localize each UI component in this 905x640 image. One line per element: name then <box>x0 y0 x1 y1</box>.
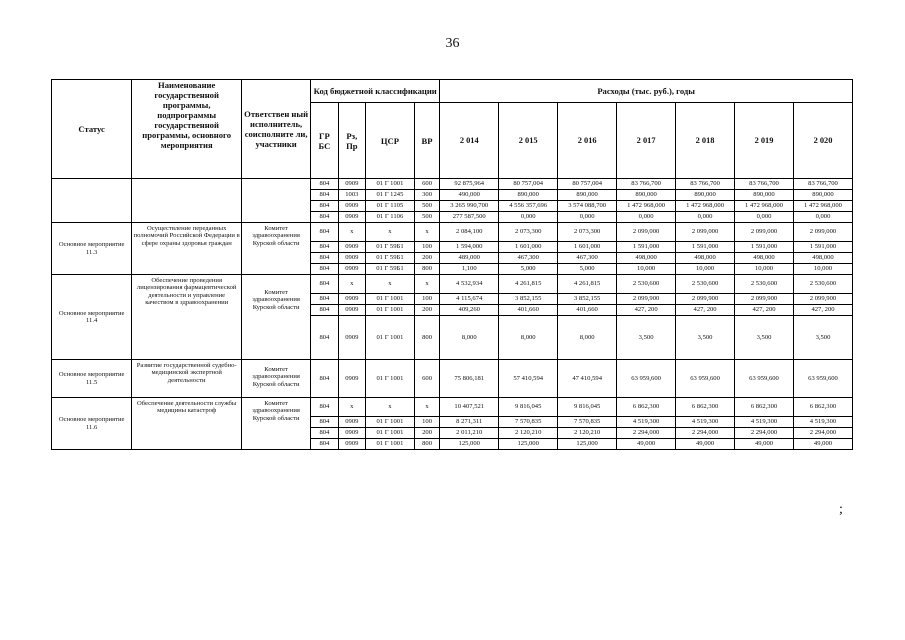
cell-grbs: 804 <box>311 242 338 253</box>
cell-value: 1 472 968,000 <box>676 201 735 212</box>
cell-csr: 01 Г 1001 <box>366 417 415 428</box>
cell-value: 49,000 <box>676 439 735 450</box>
cell-value: 2 099,900 <box>793 294 852 305</box>
cell-value: 2 099,000 <box>676 223 735 242</box>
cell-grbs: 804 <box>311 190 338 201</box>
cell-grbs: 804 <box>311 253 338 264</box>
cell-value: 0,000 <box>558 212 617 223</box>
cell-value: 63 959,600 <box>676 360 735 398</box>
cell-value: 1 472 968,000 <box>793 201 852 212</box>
cell-value: 489,000 <box>440 253 499 264</box>
cell-value: 2 099,900 <box>617 294 676 305</box>
cell-value: 498,000 <box>676 253 735 264</box>
cell-value: 4 519,300 <box>617 417 676 428</box>
cell-csr: 01 Г 59Б1 <box>366 242 415 253</box>
cell-vr: 800 <box>414 316 439 360</box>
cell-value: 277 587,500 <box>440 212 499 223</box>
cell-csr: 01 Г 1106 <box>366 212 415 223</box>
cell-csr: 01 Г 1001 <box>366 179 415 190</box>
cell-value: 3,500 <box>793 316 852 360</box>
cell-rzpr: 0909 <box>338 439 365 450</box>
cell-value: 49,000 <box>793 439 852 450</box>
table-row <box>52 398 853 417</box>
cell-value: 2 084,100 <box>440 223 499 242</box>
cell-rzpr: 0909 <box>338 305 365 316</box>
cell-vr: x <box>414 275 439 294</box>
cell-value: 890,000 <box>617 190 676 201</box>
responsible-cell: Комитет здравоохранения Курской области <box>242 275 311 360</box>
cell-rzpr: x <box>338 223 365 242</box>
cell-rzpr: 0909 <box>338 360 365 398</box>
cell-grbs: 804 <box>311 398 338 417</box>
cell-value: 890,000 <box>558 190 617 201</box>
cell-value: 498,000 <box>735 253 794 264</box>
cell-csr: 01 Г 1245 <box>366 190 415 201</box>
responsible-cell: Комитет здравоохранения Курской области <box>242 223 311 275</box>
cell-value: 1,100 <box>440 264 499 275</box>
cell-grbs: 804 <box>311 212 338 223</box>
cell-value: 2 120,210 <box>558 428 617 439</box>
cell-value: 2 294,000 <box>793 428 852 439</box>
header-year: 2 017 <box>617 103 676 179</box>
cell-value: 5,000 <box>558 264 617 275</box>
cell-rzpr: 0909 <box>338 201 365 212</box>
cell-value: 0,000 <box>676 212 735 223</box>
cell-value: 83 766,700 <box>676 179 735 190</box>
cell-value: 7 570,835 <box>558 417 617 428</box>
cell-value: 83 766,700 <box>793 179 852 190</box>
cell-csr: x <box>366 398 415 417</box>
cell-value: 49,000 <box>617 439 676 450</box>
cell-value: 4 115,674 <box>440 294 499 305</box>
cell-value: 83 766,700 <box>617 179 676 190</box>
cell-value: 467,300 <box>499 253 558 264</box>
cell-value: 1 591,000 <box>793 242 852 253</box>
cell-value: 2 099,900 <box>676 294 735 305</box>
responsible-cell-empty <box>242 179 311 223</box>
cell-value: 2 294,000 <box>735 428 794 439</box>
cell-vr: 800 <box>414 439 439 450</box>
cell-grbs: 804 <box>311 305 338 316</box>
cell-csr: 01 Г 1001 <box>366 305 415 316</box>
cell-csr: 01 Г 1001 <box>366 294 415 305</box>
cell-value: 427, 200 <box>793 305 852 316</box>
cell-value: 2 099,000 <box>735 223 794 242</box>
cell-rzpr: x <box>338 398 365 417</box>
cell-value: 3,500 <box>676 316 735 360</box>
trailing-semicolon: ; <box>839 502 843 517</box>
table-row <box>52 360 853 398</box>
cell-value: 10 407,521 <box>440 398 499 417</box>
cell-vr: x <box>414 223 439 242</box>
cell-value: 6 862,300 <box>735 398 794 417</box>
cell-vr: 100 <box>414 294 439 305</box>
cell-vr: 600 <box>414 360 439 398</box>
cell-value: 5,000 <box>499 264 558 275</box>
cell-value: 125,000 <box>558 439 617 450</box>
cell-csr: 01 Г 59Б1 <box>366 253 415 264</box>
cell-value: 10,000 <box>735 264 794 275</box>
cell-value: 57 410,594 <box>499 360 558 398</box>
cell-vr: 500 <box>414 212 439 223</box>
header-vr: ВР <box>414 103 439 179</box>
header-rzpr: Рз, Пр <box>338 103 365 179</box>
cell-value: 92 875,964 <box>440 179 499 190</box>
name-cell-empty <box>132 179 242 223</box>
cell-value: 80 757,004 <box>499 179 558 190</box>
cell-value: 498,000 <box>617 253 676 264</box>
cell-rzpr: 0909 <box>338 242 365 253</box>
cell-value: 3,500 <box>617 316 676 360</box>
cell-value: 2 530,600 <box>676 275 735 294</box>
cell-rzpr: 0909 <box>338 212 365 223</box>
cell-value: 467,300 <box>558 253 617 264</box>
cell-csr: 01 Г 1001 <box>366 316 415 360</box>
header-grbs: ГР БС <box>311 103 338 179</box>
cell-value: 401,660 <box>499 305 558 316</box>
cell-value: 8,000 <box>440 316 499 360</box>
cell-value: 0,000 <box>617 212 676 223</box>
cell-value: 10,000 <box>676 264 735 275</box>
cell-rzpr: 0909 <box>338 294 365 305</box>
cell-value: 1 594,000 <box>440 242 499 253</box>
cell-value: 2 099,900 <box>735 294 794 305</box>
cell-value: 890,000 <box>793 190 852 201</box>
cell-value: 409,260 <box>440 305 499 316</box>
cell-value: 10,000 <box>617 264 676 275</box>
cell-value: 3 852,155 <box>499 294 558 305</box>
cell-grbs: 804 <box>311 360 338 398</box>
cell-value: 1 472 968,000 <box>735 201 794 212</box>
cell-grbs: 804 <box>311 417 338 428</box>
header-year: 2 019 <box>735 103 794 179</box>
cell-value: 7 570,835 <box>499 417 558 428</box>
table-row <box>52 179 853 190</box>
cell-value: 0,000 <box>499 212 558 223</box>
cell-value: 890,000 <box>676 190 735 201</box>
cell-value: 2 099,000 <box>617 223 676 242</box>
cell-value: 80 757,004 <box>558 179 617 190</box>
activity-name-cell: Осуществление переданных полномочий Российской Федерации в сфере охраны здоровья граждан <box>132 223 242 275</box>
cell-value: 3 574 088,700 <box>558 201 617 212</box>
activity-name-cell: Развитие государственной судебно-медицинской экспертной деятельности <box>132 360 242 398</box>
budget-table <box>51 79 853 450</box>
cell-value: 6 862,300 <box>793 398 852 417</box>
cell-value: 3 852,155 <box>558 294 617 305</box>
table-row <box>52 223 853 242</box>
status-cell: Основное мероприятие 11.4 <box>52 275 132 360</box>
cell-value: 6 862,300 <box>617 398 676 417</box>
header-year: 2 014 <box>440 103 499 179</box>
activity-name-cell: Обеспечение проведения лицензирования фармацевтической деятельности и управление качеством в здравоохранении <box>132 275 242 360</box>
responsible-cell: Комитет здравоохранения Курской области <box>242 398 311 450</box>
cell-value: 427, 200 <box>617 305 676 316</box>
cell-value: 4 519,300 <box>793 417 852 428</box>
cell-value: 401,660 <box>558 305 617 316</box>
cell-grbs: 804 <box>311 294 338 305</box>
cell-grbs: 804 <box>311 428 338 439</box>
cell-value: 47 410,594 <box>558 360 617 398</box>
cell-csr: x <box>366 275 415 294</box>
cell-csr: 01 Г 1105 <box>366 201 415 212</box>
cell-csr: 01 Г 1001 <box>366 360 415 398</box>
cell-csr: 01 Г 1001 <box>366 428 415 439</box>
header-responsible: Ответствен ный исполнитель, соисполните ли, участники <box>242 80 311 179</box>
cell-vr: 300 <box>414 190 439 201</box>
cell-value: 125,000 <box>499 439 558 450</box>
cell-value: 1 591,000 <box>676 242 735 253</box>
cell-value: 1 601,000 <box>499 242 558 253</box>
header-csr: ЦСР <box>366 103 415 179</box>
table-row <box>52 275 853 294</box>
cell-value: 8 271,311 <box>440 417 499 428</box>
cell-value: 9 816,045 <box>499 398 558 417</box>
cell-csr: 01 Г 1001 <box>366 439 415 450</box>
cell-rzpr: 0909 <box>338 264 365 275</box>
cell-grbs: 804 <box>311 223 338 242</box>
header-name: Наименование государственной программы, подпрограммы государственной программы, основного мероприятия <box>132 80 242 179</box>
cell-value: 0,000 <box>735 212 794 223</box>
cell-value: 2 530,600 <box>735 275 794 294</box>
header-year: 2 015 <box>499 103 558 179</box>
cell-vr: 600 <box>414 179 439 190</box>
cell-value: 498,000 <box>793 253 852 264</box>
cell-vr: 200 <box>414 253 439 264</box>
cell-value: 6 862,300 <box>676 398 735 417</box>
cell-value: 63 959,600 <box>793 360 852 398</box>
cell-value: 2 120,210 <box>499 428 558 439</box>
cell-value: 8,000 <box>499 316 558 360</box>
header-year: 2 020 <box>793 103 852 179</box>
cell-value: 427, 200 <box>676 305 735 316</box>
cell-value: 1 472 968,000 <box>617 201 676 212</box>
page-number: 36 <box>445 36 460 51</box>
cell-grbs: 804 <box>311 439 338 450</box>
cell-value: 2 073,300 <box>558 223 617 242</box>
header-budget-code: Код бюджетной классификации <box>311 80 440 103</box>
cell-grbs: 804 <box>311 275 338 294</box>
cell-value: 10,000 <box>793 264 852 275</box>
cell-value: 63 959,600 <box>617 360 676 398</box>
cell-value: 2 099,000 <box>793 223 852 242</box>
cell-rzpr: 0909 <box>338 316 365 360</box>
cell-value: 2 530,600 <box>617 275 676 294</box>
cell-rzpr: 0909 <box>338 253 365 264</box>
cell-vr: 800 <box>414 264 439 275</box>
cell-rzpr: x <box>338 275 365 294</box>
cell-value: 2 294,000 <box>617 428 676 439</box>
cell-value: 4 519,300 <box>676 417 735 428</box>
cell-value: 1 591,000 <box>735 242 794 253</box>
cell-vr: 200 <box>414 428 439 439</box>
cell-vr: x <box>414 398 439 417</box>
cell-value: 4 519,300 <box>735 417 794 428</box>
cell-value: 2 530,600 <box>793 275 852 294</box>
cell-vr: 200 <box>414 305 439 316</box>
cell-grbs: 804 <box>311 201 338 212</box>
status-cell-empty <box>52 179 132 223</box>
cell-value: 1 601,000 <box>558 242 617 253</box>
cell-value: 890,000 <box>735 190 794 201</box>
cell-rzpr: 0909 <box>338 179 365 190</box>
cell-grbs: 804 <box>311 264 338 275</box>
cell-value: 490,000 <box>440 190 499 201</box>
cell-value: 63 959,600 <box>735 360 794 398</box>
cell-rzpr: 0909 <box>338 428 365 439</box>
cell-value: 2 294,000 <box>676 428 735 439</box>
cell-value: 4 532,934 <box>440 275 499 294</box>
header-status: Статус <box>52 80 132 179</box>
cell-grbs: 804 <box>311 316 338 360</box>
status-cell: Основное мероприятие 11.3 <box>52 223 132 275</box>
cell-value: 890,000 <box>499 190 558 201</box>
cell-value: 4 556 357,696 <box>499 201 558 212</box>
cell-value: 4 261,815 <box>499 275 558 294</box>
cell-vr: 100 <box>414 417 439 428</box>
cell-value: 3 265 990,700 <box>440 201 499 212</box>
cell-value: 125,000 <box>440 439 499 450</box>
cell-value: 2 073,300 <box>499 223 558 242</box>
cell-rzpr: 0909 <box>338 417 365 428</box>
cell-value: 3,500 <box>735 316 794 360</box>
responsible-cell: Комитет здравоохранения Курской области <box>242 360 311 398</box>
cell-value: 9 816,045 <box>558 398 617 417</box>
cell-value: 83 766,700 <box>735 179 794 190</box>
header-year: 2 016 <box>558 103 617 179</box>
activity-name-cell: Обеспечение деятельности службы медицины катастроф <box>132 398 242 450</box>
cell-vr: 500 <box>414 201 439 212</box>
cell-vr: 100 <box>414 242 439 253</box>
cell-value: 2 011,210 <box>440 428 499 439</box>
cell-grbs: 804 <box>311 179 338 190</box>
cell-value: 75 806,181 <box>440 360 499 398</box>
cell-csr: 01 Г 59Б1 <box>366 264 415 275</box>
status-cell: Основное мероприятие 11.6 <box>52 398 132 450</box>
cell-value: 8,000 <box>558 316 617 360</box>
header-year: 2 018 <box>676 103 735 179</box>
cell-value: 427, 200 <box>735 305 794 316</box>
cell-value: 1 591,000 <box>617 242 676 253</box>
status-cell: Основное мероприятие 11.5 <box>52 360 132 398</box>
cell-value: 0,000 <box>793 212 852 223</box>
cell-value: 49,000 <box>735 439 794 450</box>
cell-csr: x <box>366 223 415 242</box>
cell-value: 4 261,815 <box>558 275 617 294</box>
header-expenses: Расходы (тыс. руб.), годы <box>440 80 853 103</box>
cell-rzpr: 1003 <box>338 190 365 201</box>
